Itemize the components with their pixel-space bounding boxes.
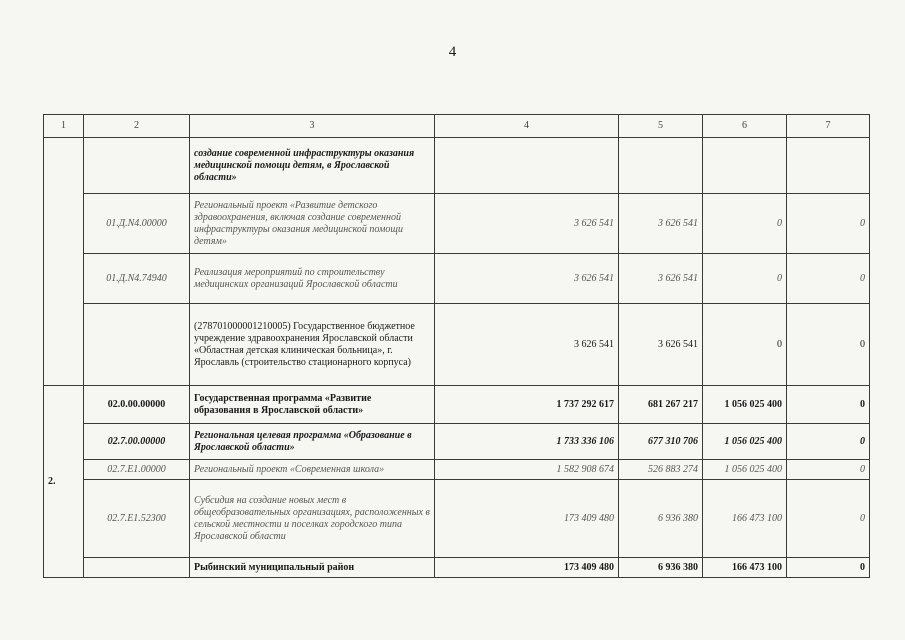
column-header: 2 — [84, 115, 190, 138]
row-value: 0 — [787, 558, 870, 578]
row-value: 166 473 100 — [703, 480, 787, 558]
row-name: Региональный проект «Развитие детского здравоохранения, включая создание современной инфраструктуры оказания медицинской помощи детям» — [190, 194, 435, 254]
row-code — [84, 138, 190, 194]
row-value: 6 936 380 — [619, 480, 703, 558]
row-code: 02.7.E1.52300 — [84, 480, 190, 558]
budget-table — [43, 114, 870, 578]
row-value: 6 936 380 — [619, 558, 703, 578]
table-header-row — [44, 115, 870, 138]
row-value — [619, 138, 703, 194]
row-value: 3 626 541 — [435, 194, 619, 254]
table-row — [44, 558, 870, 578]
column-header: 1 — [44, 115, 84, 138]
table-row — [44, 480, 870, 558]
row-value: 3 626 541 — [435, 304, 619, 386]
row-code — [84, 304, 190, 386]
row-value: 681 267 217 — [619, 386, 703, 424]
row-name: (278701000001210005) Государственное бюджетное учреждение здравоохранения Ярославской области «Областная детская клиническая больница», г. Ярославль (строительство стационарного корпуса) — [190, 304, 435, 386]
column-header: 6 — [703, 115, 787, 138]
row-value: 1 056 025 400 — [703, 386, 787, 424]
column-header: 4 — [435, 115, 619, 138]
row-code: 02.7.00.00000 — [84, 424, 190, 460]
row-value: 0 — [703, 254, 787, 304]
column-header: 3 — [190, 115, 435, 138]
row-value: 173 409 480 — [435, 480, 619, 558]
row-value: 3 626 541 — [619, 254, 703, 304]
table-row — [44, 254, 870, 304]
row-name: Реализация мероприятий по строительству медицинских организаций Ярославской области — [190, 254, 435, 304]
row-value: 3 626 541 — [619, 304, 703, 386]
row-value: 677 310 706 — [619, 424, 703, 460]
row-value: 1 056 025 400 — [703, 424, 787, 460]
row-value: 1 737 292 617 — [435, 386, 619, 424]
row-value: 526 883 274 — [619, 460, 703, 480]
row-name: Региональная целевая программа «Образование в Ярославской области» — [190, 424, 435, 460]
table-row — [44, 386, 870, 424]
column-header: 5 — [619, 115, 703, 138]
row-value: 0 — [787, 424, 870, 460]
row-code — [84, 558, 190, 578]
row-value: 0 — [703, 304, 787, 386]
row-value: 1 056 025 400 — [703, 460, 787, 480]
table-row — [44, 460, 870, 480]
row-value — [787, 138, 870, 194]
row-value: 0 — [787, 386, 870, 424]
table-row — [44, 194, 870, 254]
row-value: 173 409 480 — [435, 558, 619, 578]
row-code: 02.7.E1.00000 — [84, 460, 190, 480]
row-name: Субсидия на создание новых мест в общеобразовательных организациях, расположенных в сельской местности и поселках городского типа Ярославской области — [190, 480, 435, 558]
row-value: 0 — [787, 194, 870, 254]
row-value: 0 — [787, 254, 870, 304]
row-value: 3 626 541 — [435, 254, 619, 304]
row-name: Региональный проект «Современная школа» — [190, 460, 435, 480]
page-number: 4 — [448, 44, 457, 60]
row-code: 01.Д.N4.74940 — [84, 254, 190, 304]
row-code: 02.0.00.00000 — [84, 386, 190, 424]
row-value: 3 626 541 — [619, 194, 703, 254]
row-code: 01.Д.N4.00000 — [84, 194, 190, 254]
row-value: 0 — [787, 460, 870, 480]
row-name: Рыбинский муниципальный район — [190, 558, 435, 578]
table-row — [44, 138, 870, 194]
row-index: 2. — [44, 386, 84, 578]
row-value: 0 — [787, 304, 870, 386]
row-value: 1 733 336 106 — [435, 424, 619, 460]
column-header: 7 — [787, 115, 870, 138]
row-value: 1 582 908 674 — [435, 460, 619, 480]
table-row — [44, 304, 870, 386]
row-index — [44, 138, 84, 386]
row-name: Государственная программа «Развитие образования в Ярославской области» — [190, 386, 435, 424]
row-value — [435, 138, 619, 194]
row-value: 0 — [787, 480, 870, 558]
row-value — [703, 138, 787, 194]
row-value: 166 473 100 — [703, 558, 787, 578]
row-value: 0 — [703, 194, 787, 254]
table-row — [44, 424, 870, 460]
row-name: создание современной инфраструктуры оказания медицинской помощи детям, в Ярославской области» — [190, 138, 435, 194]
